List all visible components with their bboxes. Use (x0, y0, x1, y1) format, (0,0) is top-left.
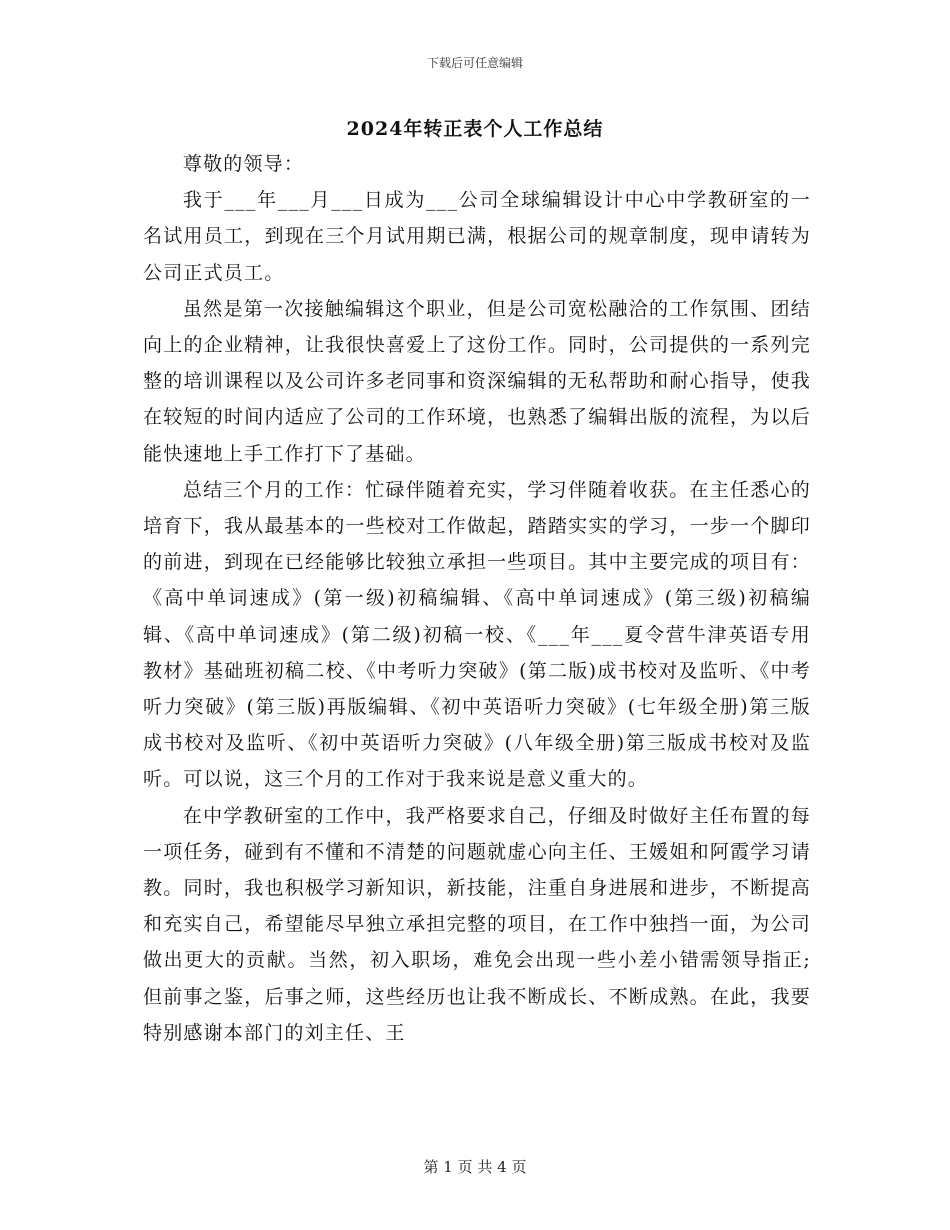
paragraph: 在中学教研室的工作中，我严格要求自己，仔细及时做好主任布置的每一项任务，碰到有不懂和不清楚的问题就虚心向主任、王媛姐和阿霞学习请教。同时，我也积极学习新知识，新技能，注重自身进展和进步，不断提高和充实自己，希望能尽早独立承担完整的项目，在工作中独挡一面，为公司做出更大的贡献。当然，初入职场，难免会出现一些小差小错需领导指正;但前事之鉴，后事之师，这些经历也让我不断成长、不断成熟。在此，我要特别感谢本部门的刘主任、王 (143, 804, 811, 1044)
salutation: 尊敬的领导： (182, 153, 305, 175)
document-body (143, 146, 811, 1051)
paragraph: 虽然是第一次接触编辑这个职业，但是公司宽松融洽的工作氛围、团结向上的企业精神，让我很快喜爱上了这份工作。同时，公司提供的一系列完整的培训课程以及公司许多老同事和资深编辑的无私帮助和耐心指导，使我在较短的时间内适应了公司的工作环境，也熟悉了编辑出版的流程，为以后能快速地上手工作打下了基础。 (143, 297, 811, 465)
document-title: 2024年转正表个人工作总结 (346, 118, 604, 140)
header-note: 下载后可任意编辑 (426, 56, 523, 70)
page-indicator: 第 1 页 共 4 页 (423, 1158, 527, 1176)
paragraph: 我于___年___月___日成为___公司全球编辑设计中心中学教研室的一名试用员工，到现在三个月试用期已满，根据公司的规章制度，现申请转为公司正式员工。 (143, 189, 811, 284)
paragraph: 总结三个月的工作：忙碌伴随着充实，学习伴随着收获。在主任悉心的培育下，我从最基本的一些校对工作做起，踏踏实实的学习，一步一个脚印的前进，到现在已经能够比较独立承担一些项目。其中主要完成的项目有：《高中单词速成》(第一级)初稿编辑、《高中单词速成》(第三级)初稿编辑、《高中单词速成》(第二级)初稿一校、《___年___夏令营牛津英语专用教材》基础班初稿二校、《中考听力突破》(第二版)成书校对及监听、《中考听力突破》(第三版)再版编辑、《初中英语听力突破》(七年级全册)第三版成书校对及监听、《初中英语听力突破》(八年级全册)第三版成书校对及监听。可以说，这三个月的工作对于我来说是意义重大的。 (143, 478, 811, 791)
